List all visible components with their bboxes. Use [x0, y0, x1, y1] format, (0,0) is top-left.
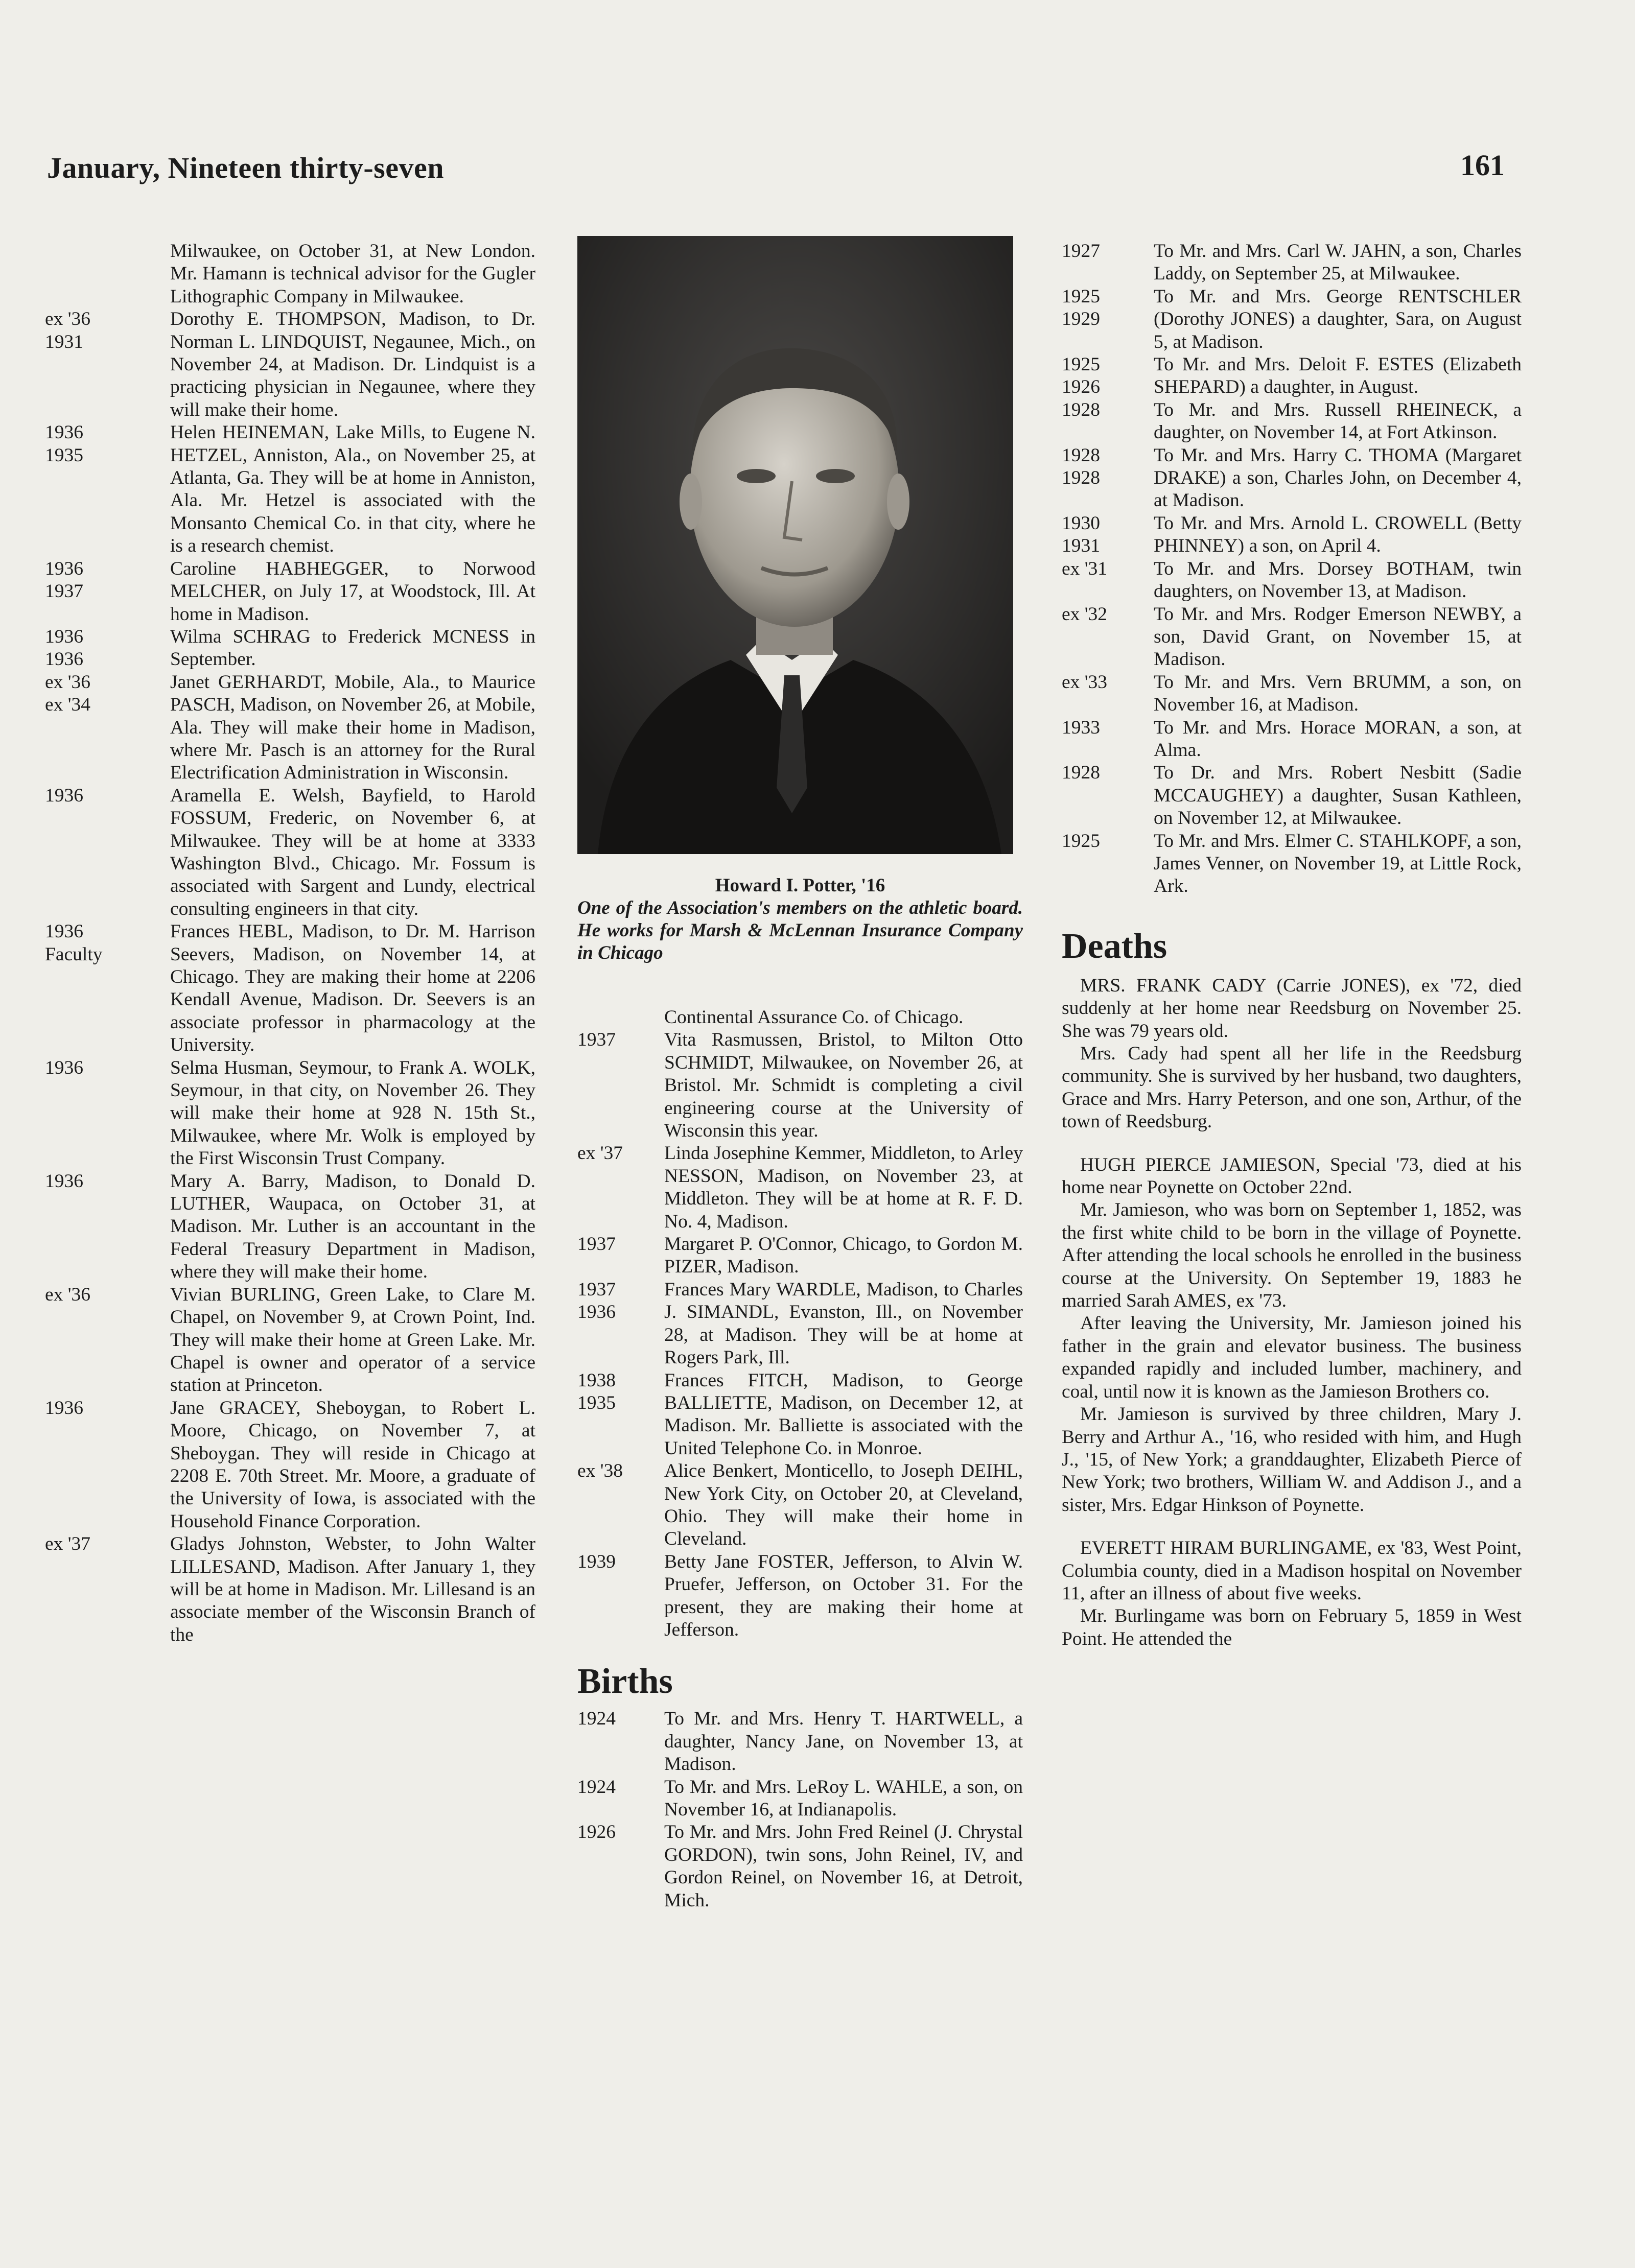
entry-text: To Mr. and Mrs. Russell RHEINECK, a daughter, on November 14, at Fort Atkinson.	[1154, 399, 1522, 443]
entry-years: 1936 1936	[45, 626, 83, 670]
continued-text: Continental Assurance Co. of Chicago.	[664, 1007, 964, 1028]
deaths-heading: Deaths	[1062, 926, 1167, 966]
obituary-paragraph: Mrs. Cady had spent all her life in the Reedsburg community. She is survived by her husband, two daughters, Grace and Mrs. Harry Peterson, and one son, Arthur, of the town of Reedsburg.	[1062, 1043, 1522, 1132]
entry-years: 1924	[577, 1776, 616, 1798]
entry-years: ex '36 ex '34	[45, 671, 91, 716]
entry-years: 1928 1928	[1062, 444, 1100, 489]
entry-years: ex '37	[577, 1143, 623, 1164]
entry-text: Mary A. Barry, Madison, to Donald D. LUTHER, Waupaca, on October 31, at Madison. Mr. Luther is an accountant in the Federal Treasury Department in Madison, where they will make their home.	[170, 1170, 535, 1283]
marriage-entry	[45, 1533, 535, 1646]
birth-entry	[1062, 399, 1522, 444]
entry-text: To Mr. and Mrs. LeRoy L. WAHLE, a son, on November 16, at Indianapolis.	[664, 1776, 1023, 1820]
entry-text: Caroline HABHEGGER, to Norwood MELCHER, on July 17, at Woodstock, Ill. At home in Madison.	[170, 558, 535, 625]
column-middle	[577, 1006, 1023, 1912]
entry-text: To Mr. and Mrs. Rodger Emerson NEWBY, a son, David Grant, on November 15, at Madison.	[1154, 603, 1522, 670]
entry-text: To Mr. and Mrs. John Fred Reinel (J. Chrystal GORDON), twin sons, John Reinel, IV, and Gordon Reinel, on November 16, at Detroit, Mich.	[664, 1822, 1023, 1911]
birth-entry	[577, 1821, 1023, 1912]
entry-text: Janet GERHARDT, Mobile, Ala., to Maurice PASCH, Madison, on November 26, at Mobile, Ala. They will make their home in Madison, where Mr. Pasch is an attorney for the Rural Electrification Administration in Wisconsin.	[170, 671, 535, 784]
entry-text: Margaret P. O'Connor, Chicago, to Gordon M. PIZER, Madison.	[664, 1234, 1023, 1278]
entry-text: Linda Josephine Kemmer, Middleton, to Arley NESSON, Madison, on November 23, at Middleton. They will be at home at R. F. D. No. 4, Madison.	[664, 1143, 1023, 1232]
entry-text: To Mr. and Mrs. Harry C. THOMA (Margaret DRAKE) a son, Charles John, on December 4, at Madison.	[1154, 444, 1522, 511]
entry-years: 1927	[1062, 241, 1100, 262]
entry-text: To Mr. and Mrs. Dorsey BOTHAM, twin daughters, on November 13, at Madison.	[1154, 558, 1522, 602]
marriage-entry	[45, 1284, 535, 1397]
entry-years: 1933	[1062, 717, 1100, 738]
marriage-entry	[45, 1170, 535, 1284]
marriage-entry	[577, 1460, 1023, 1551]
entry-years: ex '37	[45, 1533, 91, 1555]
entry-years: 1928	[1062, 399, 1100, 420]
entry-years: 1936 1935	[45, 422, 83, 466]
obituary-paragraph: HUGH PIERCE JAMIESON, Special '73, died at his home near Poynette on October 22nd.	[1062, 1154, 1522, 1198]
entry-years: 1937	[577, 1029, 616, 1051]
entry-years: ex '36	[45, 1284, 91, 1305]
birth-entry	[1062, 286, 1522, 353]
entry-text: Helen HEINEMAN, Lake Mills, to Eugene N. HETZEL, Anniston, Ala., on November 25, at Atlanta, Ga. They will be at home in Anniston, Ala. Mr. Hetzel is associated with the Monsanto Chemical Co. in that city, where he is a research chemist.	[170, 422, 535, 557]
entry-years: 1936 1937	[45, 558, 83, 602]
entry-years: 1926	[577, 1822, 616, 1843]
entry-years: ex '31	[1062, 558, 1108, 579]
portrait-photo	[577, 236, 1013, 854]
obituary-paragraph: EVERETT HIRAM BURLINGAME, ex '83, West Point, Columbia county, died in a Madison hospital on November 11, after an illness of about five weeks.	[1062, 1538, 1522, 1604]
entry-years: 1936	[45, 1397, 83, 1419]
birth-entry	[1062, 671, 1522, 717]
page-header-title: January, Nineteen thirty-seven	[47, 151, 444, 184]
marriage-entry	[45, 421, 535, 557]
entry-years: 1924	[577, 1708, 616, 1730]
entry-text: Gladys Johnston, Webster, to John Walter LILLESAND, Madison. After January 1, they will be at home in Madison. Mr. Lillesand is an associate member of the Wisconsin Branch of the	[170, 1533, 535, 1645]
caption-text: One of the Association's members on the athletic board. He works for Marsh & McLennan Insurance Company in Chicago	[577, 897, 1023, 963]
entry-text: Vita Rasmussen, Bristol, to Milton Otto SCHMIDT, Milwaukee, on November 26, at Bristol. Mr. Schmidt is completing a civil engineering course at the University of Wisconsin this year.	[664, 1029, 1023, 1142]
entry-text: Dorothy E. THOMPSON, Madison, to Dr. Norman L. LINDQUIST, Negaunee, Mich., on November 24, at Madison. Dr. Lindquist is a practicing physician in Negaunee, where they will make their home.	[170, 309, 535, 420]
continued-text: Milwaukee, on October 31, at New London. Mr. Hamann is technical advisor for the Gugler Lithographic Company in Milwaukee.	[170, 241, 535, 307]
entry-text: To Mr. and Mrs. Henry T. HARTWELL, a daughter, Nancy Jane, on November 13, at Madison.	[664, 1708, 1023, 1775]
entry-text: Selma Husman, Seymour, to Frank A. WOLK, Seymour, in that city, on November 26. They will make their home at 928 N. 15th St., Milwaukee, where Mr. Wolk is employed by the First Wisconsin Trust Company.	[170, 1057, 535, 1169]
marriage-entry	[45, 308, 535, 421]
entry-text: Vivian BURLING, Green Lake, to Clare M. Chapel, on November 9, at Crown Point, Ind. They will make their home at Green Lake. Mr. Chapel is owner and operator of a service station at Princeton.	[170, 1284, 535, 1396]
entry-years: 1936	[45, 1170, 83, 1192]
marriage-entry	[577, 1551, 1023, 1642]
birth-entry	[1062, 603, 1522, 671]
marriage-entry	[45, 785, 535, 920]
entry-text: Frances HEBL, Madison, to Dr. M. Harrison Seevers, Madison, on November 14, at Chicago. They are making their home at 2206 Kendall Avenue, Madison. Dr. Seevers is an associate professor in pharmacology at the University.	[170, 921, 535, 1056]
obituary-paragraph: Mr. Burlingame was born on February 5, 1859 in West Point. He attended the	[1062, 1605, 1522, 1649]
entry-text: To Mr. and Mrs. Horace MORAN, a son, at Alma.	[1154, 717, 1522, 761]
entry-text: Wilma SCHRAG to Frederick MCNESS in September.	[170, 626, 535, 670]
entry-years: 1925 1926	[1062, 354, 1100, 398]
obituary-paragraph: After leaving the University, Mr. Jamieson joined his father in the grain and elevator business. The business expanded rapidly and included lumber, machinery, and coal, until now it is known as the Jamieson Brothers co.	[1062, 1313, 1522, 1402]
entry-years: 1936	[45, 785, 83, 806]
entry-years: 1925 1929	[1062, 286, 1100, 330]
marriage-entry	[45, 1397, 535, 1533]
entry-text: To Dr. and Mrs. Robert Nesbitt (Sadie MCCAUGHEY) a daughter, Susan Kathleen, on November 12, at Milwaukee.	[1154, 762, 1522, 829]
entry-text: Frances Mary WARDLE, Madison, to Charles J. SIMANDL, Evanston, Ill., on November 28, at Madison. They will be at home at Rogers Park, Ill.	[664, 1279, 1023, 1368]
entry-years: ex '32	[1062, 603, 1108, 625]
marriage-entry	[45, 558, 535, 626]
page-number: 161	[1460, 149, 1505, 182]
entry-years: ex '36 1931	[45, 309, 91, 352]
birth-entry	[1062, 444, 1522, 512]
birth-entry	[577, 1776, 1023, 1822]
obituary-paragraph: Mr. Jamieson is survived by three children, Mary J. Berry and Arthur A., '16, who resided with him, and Hugh J., '15, of New York; a granddaughter, Elizabeth Pierce of New York; two brothers, William W. and Addison J., and a sister, Mrs. Edgar Hinkson of Poynette.	[1062, 1404, 1522, 1516]
marriage-entry	[45, 1057, 535, 1170]
marriage-entry	[45, 920, 535, 1056]
caption-name: Howard I. Potter, '16	[715, 875, 885, 896]
obituary-paragraph: Mr. Jamieson, who was born on September 1, 1852, was the first white child to be born in the village of Poynette. After attending the local schools he enrolled in the business course at the University. On September 19, 1883 he married Sarah AMES, ex '73.	[1062, 1199, 1522, 1312]
entry-text: Alice Benkert, Monticello, to Joseph DEIHL, New York City, on October 20, at Cleveland, Ohio. They will make their home in Cleveland.	[664, 1460, 1023, 1550]
column-right	[1062, 240, 1522, 1650]
marriage-entry	[577, 1369, 1023, 1460]
photo-caption	[577, 875, 1023, 964]
entry-years: 1936 Faculty	[45, 921, 103, 965]
marriage-entry	[577, 1279, 1023, 1369]
entry-years: 1925	[1062, 830, 1100, 852]
birth-entry	[1062, 240, 1522, 286]
entry-years: ex '38	[577, 1460, 623, 1482]
marriage-entry	[577, 1029, 1023, 1142]
entry-years: ex '33	[1062, 671, 1108, 693]
birth-entry	[1062, 558, 1522, 603]
births-heading: Births	[577, 1662, 673, 1702]
column-left	[45, 240, 535, 1646]
entry-years: 1937	[577, 1234, 616, 1255]
entry-text: Aramella E. Welsh, Bayfield, to Harold FOSSUM, Frederic, on November 6, at Milwaukee. They will be at home at 3333 Washington Blvd., Chicago. Mr. Fossum is associated with Sargent and Lundy, electrical consulting engineers in that city.	[170, 785, 535, 919]
entry-text: To Mr. and Mrs. Deloit F. ESTES (Elizabeth SHEPARD) a daughter, in August.	[1154, 354, 1522, 398]
marriage-entry	[45, 671, 535, 785]
entry-text: To Mr. and Mrs. Elmer C. STAHLKOPF, a son, James Venner, on November 19, at Little Rock, Ark.	[1154, 830, 1522, 897]
entry-text: To Mr. and Mrs. Arnold L. CROWELL (Betty PHINNEY) a son, on April 4.	[1154, 512, 1522, 557]
birth-entry	[1062, 512, 1522, 558]
marriage-entry	[577, 1233, 1023, 1279]
birth-entry	[1062, 830, 1522, 898]
entry-years: 1930 1931	[1062, 512, 1100, 557]
obituary-paragraph: MRS. FRANK CADY (Carrie JONES), ex '72, died suddenly at her home near Reedsburg on November 25. She was 79 years old.	[1062, 975, 1522, 1042]
entry-years: 1939	[577, 1551, 616, 1572]
entry-text: Frances FITCH, Madison, to George BALLIETTE, Madison, on December 12, at Madison. Mr. Balliette is associated with the United Telephone Co. in Monroe.	[664, 1369, 1023, 1459]
entry-text: To Mr. and Mrs. Vern BRUMM, a son, on November 16, at Madison.	[1154, 671, 1522, 716]
birth-entry	[1062, 717, 1522, 762]
portrait-illustration	[577, 236, 1013, 854]
entry-text: To Mr. and Mrs. Carl W. JAHN, a son, Charles Laddy, on September 25, at Milwaukee.	[1154, 241, 1522, 285]
entry-years: 1928	[1062, 762, 1100, 784]
entry-years: 1936	[45, 1057, 83, 1078]
birth-entry	[1062, 353, 1522, 399]
entry-years: 1938 1935	[577, 1369, 616, 1413]
entry-text: Betty Jane FOSTER, Jefferson, to Alvin W. Pruefer, Jefferson, on October 31. For the present, they are making their home at Jefferson.	[664, 1551, 1023, 1640]
entry-text: Jane GRACEY, Sheboygan, to Robert L. Moore, Chicago, on November 7, at Sheboygan. They will reside in Chicago at 2208 E. 70th Street. Mr. Moore, a graduate of the University of Iowa, is associated with the Household Finance Corporation.	[170, 1397, 535, 1532]
marriage-entry	[45, 626, 535, 671]
birth-entry	[577, 1708, 1023, 1776]
birth-entry	[1062, 762, 1522, 830]
entry-years: 1937 1936	[577, 1279, 616, 1323]
marriage-entry	[577, 1142, 1023, 1233]
entry-text: To Mr. and Mrs. George RENTSCHLER (Dorothy JONES) a daughter, Sara, on August 5, at Madison.	[1154, 286, 1522, 352]
